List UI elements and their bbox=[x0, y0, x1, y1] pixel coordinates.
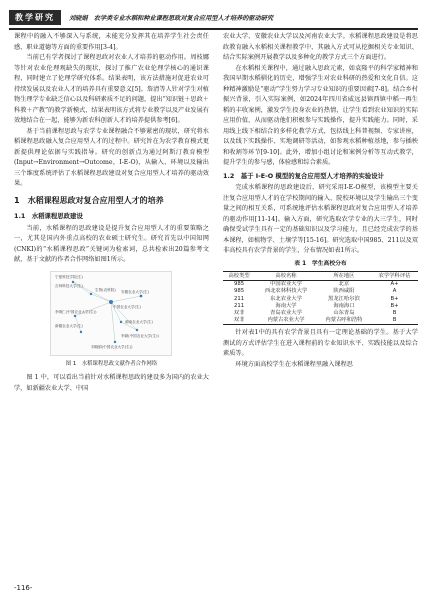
table-cell: 211 bbox=[234, 302, 245, 309]
page-number: -116- bbox=[14, 584, 33, 592]
table-row bbox=[223, 310, 418, 317]
table-cell: 211 bbox=[234, 295, 245, 302]
paragraph: 完成水稻课程的思政建设后，研究采用I-E-O模型，该模型主要关注复合应用型人才的在学校期间的输入、院校环境以及学生输出三个变量之间的相互关系，可系统地评估水稻课程思政对复合应用型人才培养的驱动作用[11-14]。输入方面，研究选取农学专业的大三学生，同时确保受试学生具有一定的基础知识以及学习能力，且已经完成农学的基本课程，如植物学、土壤学等[15-16]。研究选取中国985、211以及双非高校具有农学背景的学生，分布情况如表1所示。 bbox=[223, 184, 418, 254]
table-cell: 中国农业大学 bbox=[270, 281, 302, 288]
network-node-label: 李炳仁(中国农业大学(生)) bbox=[55, 309, 97, 314]
paragraph: 农业大学、安徽农业大学以及河南农业大学。水稻课程思政建设是将思政教育融入水稻相关课程教学中，其融入方式可从挖掘相关专业知识、结合实际案例开展教学以及多种化的教学方式三个方面进行。 bbox=[223, 33, 418, 61]
table-cell: 双非 bbox=[223, 317, 255, 325]
table-cell: B+ bbox=[390, 295, 399, 302]
paragraph: 在水稻相关课程中，通过融入思政元素，如袁隆平的科学家精神和我国早期水稻驯化的历史，增强学生对农业科研的热爱和文化自信。这种精神激励是“驱动”学生努力学习专业知识的重要因素[7-8]。结合乡村振兴背景，引入实际案例，如2024年四川省威远县镇西镇中稻一再生稻的丰收案例，激发学生投身农业的热情，让学生看到农业知识的实际应用价值，从而驱动他们积极参与实践操作，提升实践能力。同时，采用线上线下相结合的多样化教学方式，包括线上科普视频、专家讲座，以及线下实践操作、实地调研等活动，如参观水稻种植基地，参与插秧和收割等环节[9-10]。此外，增加小组讨论和案例分析等互动式教学，提升学生的参与感，体验感和综合素质。 bbox=[223, 64, 418, 166]
subsection-heading: 1.2 基于 I-E-O 模型的复合应用型人才培养的实验设计 bbox=[223, 171, 385, 180]
university-distribution-table bbox=[223, 271, 418, 325]
paragraph: 当前，水稻课程的思政建设是提升复合应用型人才的重要策略之一，尤其是国内外重点高校的农业硕士研究生。研究首先以中国知网(CNKI)的“水稻课程思政”关键词为检索词，总共检索出20篇参考文献，基于文献的作者合作网络如图1所示。 bbox=[14, 224, 209, 263]
table-cell: 海南海口 bbox=[333, 302, 355, 309]
table-cell: 985 bbox=[234, 281, 245, 288]
left-column bbox=[14, 32, 209, 394]
table-cell: 西北农林科技大学 bbox=[264, 288, 308, 295]
paragraph: 针对表1中的具有农学背景且具有一定理论基础的学生。基于大学测试的方式评估学生在进入课程前的专业知识水平、实践技能以及综合素质等。 bbox=[223, 329, 418, 358]
table-caption: 表 1 学生高校分布 bbox=[294, 260, 347, 267]
table-cell: 985 bbox=[234, 288, 245, 295]
paragraph: 基于当前课程思政与农学专业课程融合不够紧密的现状，研究将水稻课程思政融入复合应用型人才的过程中。研究旨在为农学教育模式更新提供理论依据与实践指导。研究的创新点为通过阿斯汀教育模型(Input→Environment→Outcome，I-E-O)，从输入、环境以及输出三个维度系统评估了水稻课程思政建设对复合应用型人才培养的驱动效果。 bbox=[14, 127, 209, 187]
coauthor-network-figure bbox=[50, 271, 172, 356]
table-cell: 青岛农业大学 bbox=[270, 310, 302, 317]
paragraph: 环境方面高校学生在水稻课程里融入课程思 bbox=[235, 360, 353, 368]
running-title: 刘晓娟 农学类专业水稻和种业课程思政对复合应用型人才培养的驱动研究 bbox=[69, 15, 274, 22]
subsection-heading: 1.1 水稻课程思政建设 bbox=[14, 212, 83, 220]
table-cell: 北京 bbox=[338, 281, 350, 288]
table-cell: 内蒙古农业大学 bbox=[255, 317, 317, 325]
table-cell: 黑龙江哈尔滨 bbox=[328, 295, 360, 302]
table-cell: 双非 bbox=[233, 310, 245, 317]
column-header: 高校名称 bbox=[255, 272, 317, 281]
table-cell: 海南大学 bbox=[275, 302, 297, 309]
table-row bbox=[223, 317, 418, 325]
column-header: 高校类型 bbox=[223, 272, 255, 281]
table-header-row bbox=[223, 272, 418, 281]
table-cell: B+ bbox=[390, 302, 399, 309]
paragraph: 图 1 中，可以看出当前针对水稻课程思政的建设多为国内的农业大学，如新疆农业大学、中国 bbox=[14, 374, 209, 392]
network-node-label: 刘晓娟(中国农业大学(生)) bbox=[91, 344, 133, 349]
column-header: 所在地区 bbox=[317, 272, 371, 281]
network-node-label: 中国农业大学(生) bbox=[113, 304, 141, 309]
table-cell: 山东青岛 bbox=[333, 310, 355, 317]
section-heading: 1 水稻课程思政对复合应用型人才的培养 bbox=[14, 195, 164, 205]
table-cell: 陕西咸阳 bbox=[333, 288, 355, 295]
table-cell: B bbox=[392, 310, 397, 317]
network-node-label: 生物(农科院) bbox=[95, 287, 116, 292]
table-row bbox=[223, 296, 418, 303]
table-row bbox=[223, 281, 418, 289]
column-header: 农学学科评估 bbox=[371, 272, 418, 281]
right-column bbox=[223, 32, 418, 370]
journal-section-label: 教学研究 bbox=[9, 10, 61, 25]
table-cell: 内蒙古呼和浩特 bbox=[317, 317, 371, 325]
network-node-label: 安徽农业大学(生) bbox=[121, 289, 149, 294]
table-row bbox=[223, 288, 418, 295]
table-cell: 东北农业大学 bbox=[270, 295, 302, 302]
table-cell: B bbox=[371, 317, 418, 325]
network-node-label: 新疆农业大学(生) bbox=[55, 323, 83, 328]
table-cell: A+ bbox=[390, 281, 399, 288]
paragraph: 当前已有学者探讨了课程思政对农业人才培养的驱动作用。周枝娜等针对农业伦理观缺失的现状，探讨了推广农业伦理学核心的通识课程，同时建立了伦理学研究体系。结果表明，该方法措施对促进农业可持续发展以及农业人才的培养具有重要意义[5]。詹清等人针对学生对植物生理学专业缺乏信心以及科研素质不足的问题，提出“知识链＋思政＋科教＋产教”的教学新模式，结果表明该方式将专业教学以及产业发展有效地结合在一起，能够为新农科创新人才的培养提供参考[6]。 bbox=[14, 54, 209, 124]
table-cell: A bbox=[392, 288, 397, 295]
network-node-label: 李颖(中国农业大学(生)) bbox=[121, 333, 159, 338]
paragraph: 课程中的融入不够深入与系统，未能充分发挥其在培养学生社会责任感、职业道德等方面的重要作用[3-4]。 bbox=[14, 33, 209, 51]
figure-caption: 图 1 水稻课程思政文献作者合作网络 bbox=[65, 360, 158, 367]
table-row bbox=[223, 303, 418, 310]
network-node-label: 宁夏科技学院(生) bbox=[55, 274, 83, 279]
running-header bbox=[9, 9, 418, 26]
header-rule bbox=[9, 28, 418, 30]
network-node-label: 吉林科技大学(生) bbox=[55, 283, 83, 288]
network-node-label: 湖南农业大学(生) bbox=[125, 319, 153, 324]
